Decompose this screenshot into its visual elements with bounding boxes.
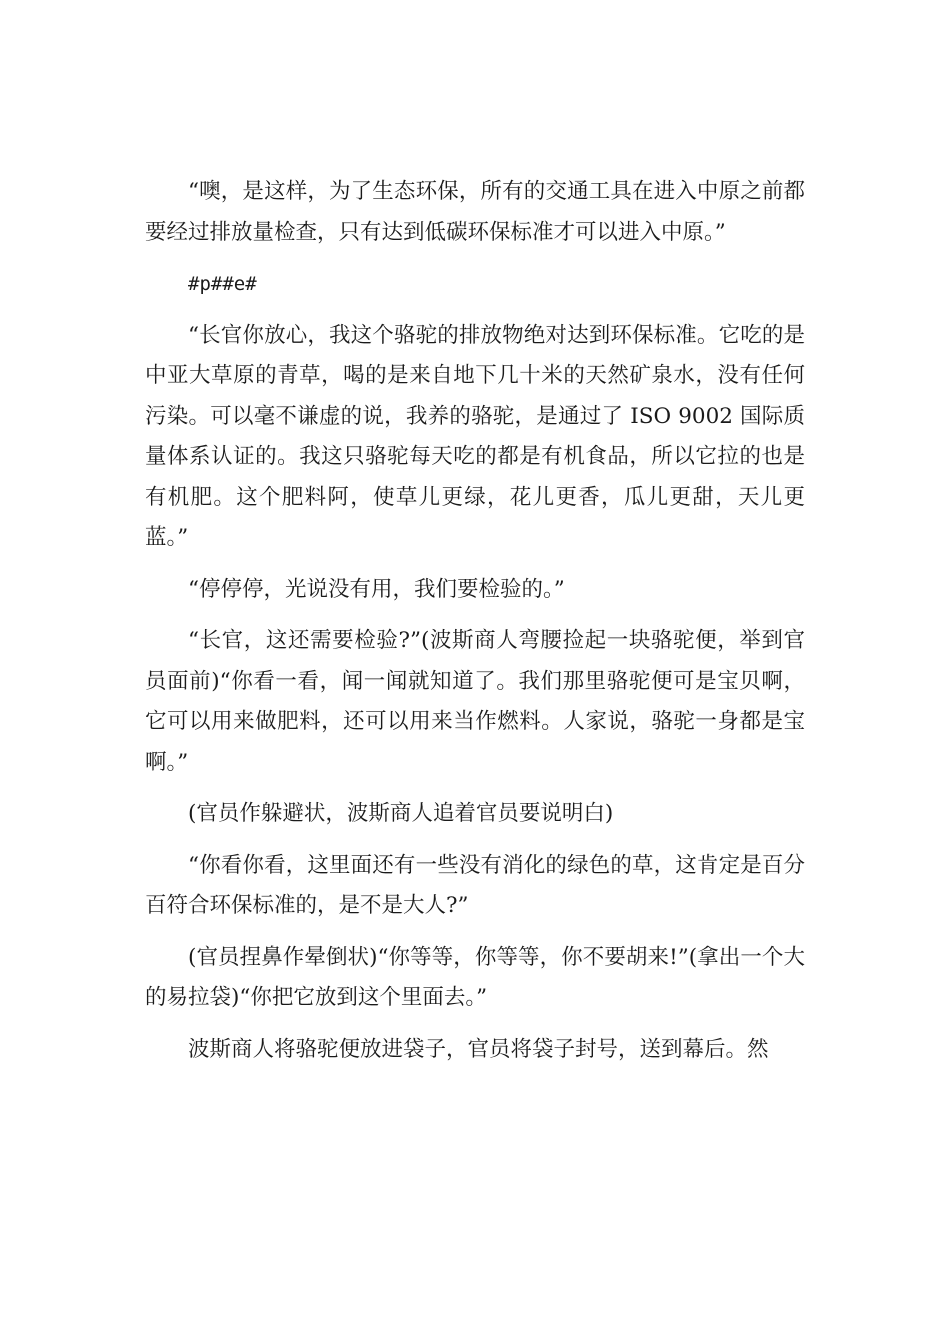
paragraph-official-bag: (官员捏鼻作晕倒状)“你等等，你等等，你不要胡来!”(拿出一个大的易拉袋)“你把它放到这个里面去。” bbox=[145, 944, 805, 1010]
paragraph-merchant-shows-sample: “长官，这还需要检验?”(波斯商人弯腰捡起一块骆驼便，举到官员面前)“你看一看，闻一闻就知道了。我们那里骆驼便可是宝贝啊，它可以用来做肥料，还可以用来当作燃料。人家说，骆驼一身都是宝啊。” bbox=[145, 628, 805, 775]
paragraph-merchant-reassurance: “长官你放心，我这个骆驼的排放物绝对达到环保标准。它吃的是中亚大草原的青草，喝的是来自地下几十米的天然矿泉水，没有任何污染。可以毫不谦虚的说，我养的骆驼，是通过了 ISO 9002 国际质量体系认证的。我这只骆驼每天吃的都是有机食品，所以它拉的也是有机肥。这个肥料阿，使草儿更绿，花儿更香，瓜儿更甜，天儿更蓝。” bbox=[145, 322, 805, 550]
paragraph-page-marker: #p##e# bbox=[188, 273, 257, 295]
paragraph-official-stop: “停停停，光说没有用，我们要检验的。” bbox=[188, 576, 565, 602]
document-body bbox=[145, 172, 805, 1081]
paragraph-stage-direction-dodge: (官员作躲避状，波斯商人追着官员要说明白) bbox=[188, 801, 614, 826]
paragraph-merchant-green-grass: “你看你看，这里面还有一些没有消化的绿色的草，这肯定是百分百符合环保标准的，是不是大人?” bbox=[145, 852, 805, 918]
paragraph-merchant-seals-bag: 波斯商人将骆驼便放进袋子，官员将袋子封号，送到幕后。然 bbox=[188, 1036, 769, 1062]
paragraph-inspection-explanation: “噢，是这样，为了生态环保，所有的交通工具在进入中原之前都要经过排放量检查，只有达到低碳环保标准才可以进入中原。” bbox=[145, 179, 805, 245]
